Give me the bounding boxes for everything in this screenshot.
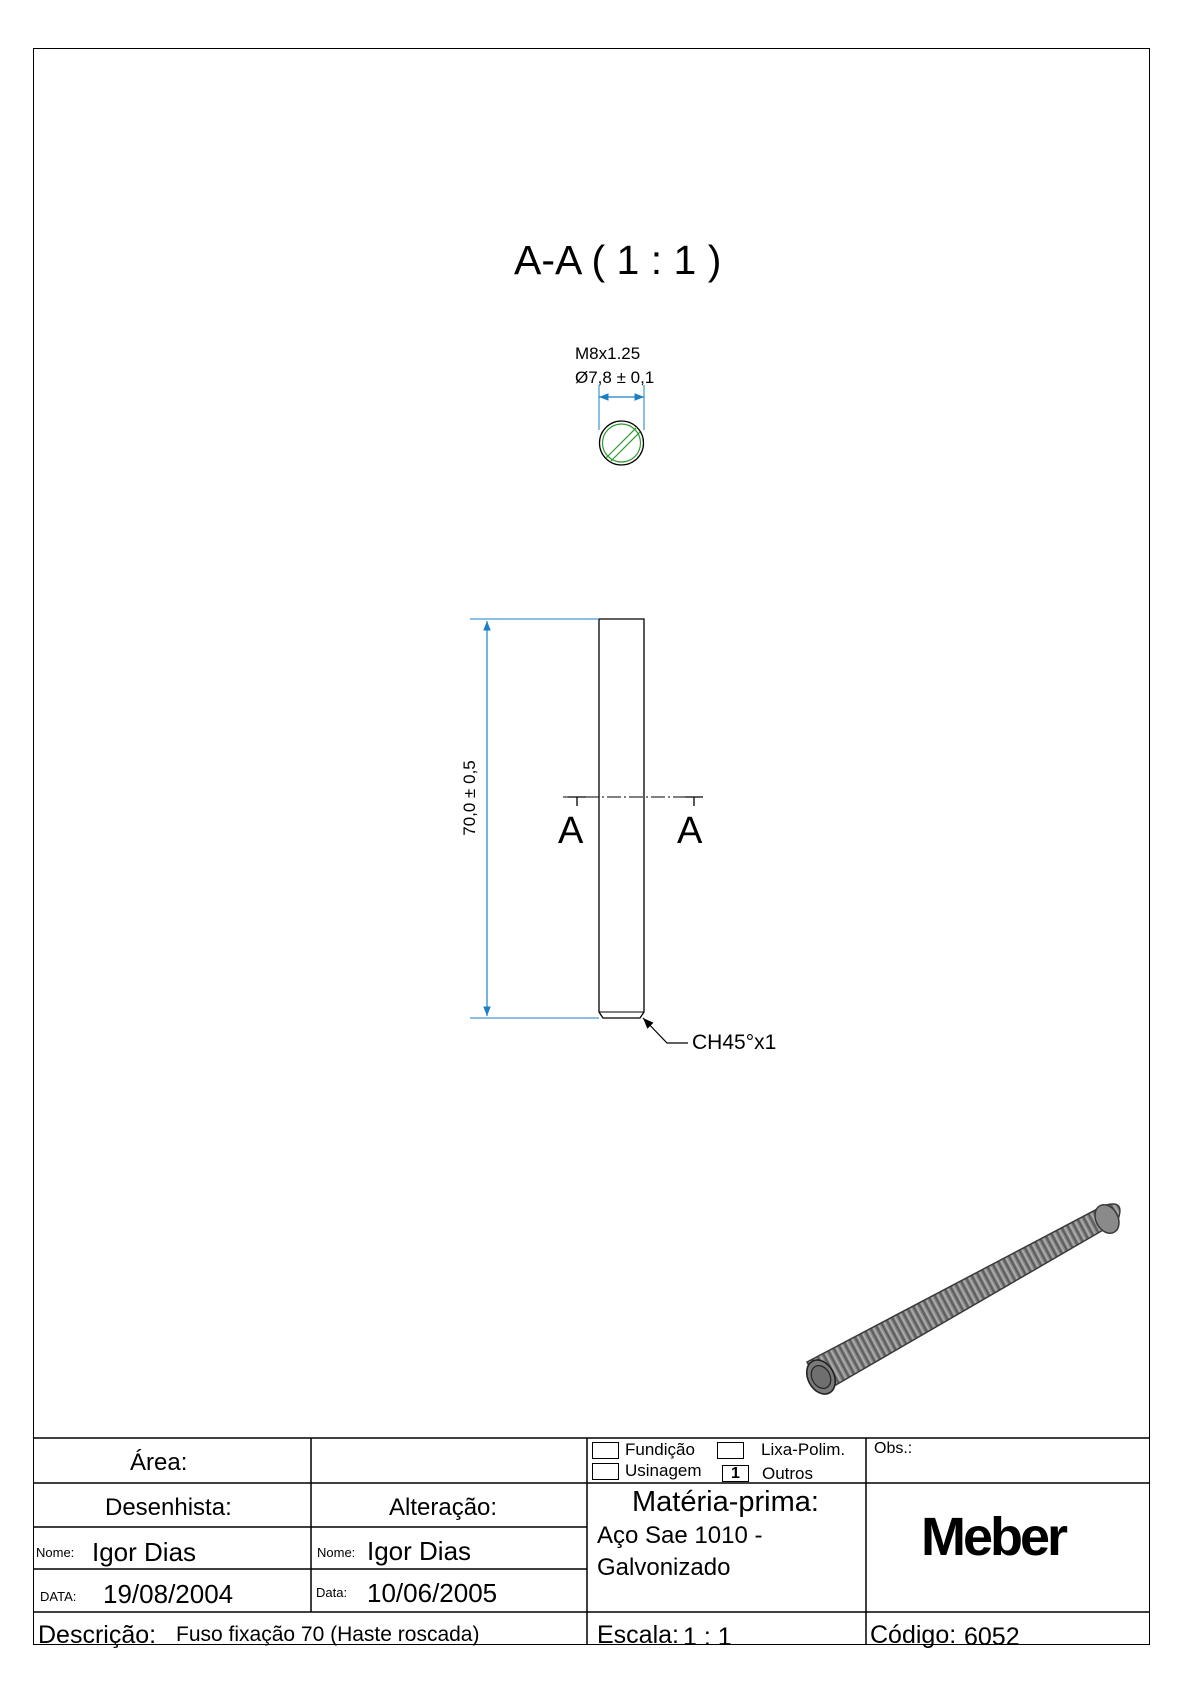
nome-label-revision: Nome: bbox=[317, 1545, 356, 1560]
usinagem-checkbox[interactable] bbox=[592, 1463, 619, 1480]
materia-prima-line2: Galvonizado bbox=[597, 1554, 731, 1581]
designer-date: 19/08/2004 bbox=[103, 1579, 234, 1609]
materia-prima-line1: Aço Sae 1010 - bbox=[597, 1522, 763, 1549]
obs-label: Obs.: bbox=[874, 1440, 913, 1457]
isometric-rod-image bbox=[801, 1201, 1124, 1399]
escala-value: 1 : 1 bbox=[683, 1623, 732, 1651]
lixa-checkbox[interactable] bbox=[717, 1442, 744, 1459]
nome-label-designer: Nome: bbox=[36, 1545, 75, 1560]
chamfer-callout: CH45°x1 bbox=[692, 1031, 777, 1054]
descricao-label: Descrição: bbox=[38, 1621, 157, 1649]
data-label-designer: DATA: bbox=[40, 1589, 77, 1604]
fundicao-checkbox[interactable] bbox=[592, 1442, 619, 1459]
chamfer-leader bbox=[643, 1018, 688, 1043]
codigo-value: 6052 bbox=[964, 1623, 1020, 1651]
hatch-line bbox=[606, 427, 637, 458]
data-label-revision: Data: bbox=[316, 1585, 348, 1600]
escala-label: Escala: bbox=[597, 1621, 679, 1649]
thread-spec: M8x1.25 bbox=[575, 344, 641, 363]
main-view bbox=[470, 619, 703, 1043]
usinagem-label: Usinagem bbox=[625, 1461, 702, 1480]
outros-checkbox[interactable]: 1 bbox=[722, 1465, 749, 1482]
diameter-tolerance: Ø7,8 ± 0,1 bbox=[575, 368, 655, 387]
alteracao-label: Alteração: bbox=[389, 1494, 498, 1521]
materia-prima-label: Matéria-prima: bbox=[632, 1486, 819, 1518]
meber-logo: Meber bbox=[921, 1507, 1066, 1567]
desenhista-label: Desenhista: bbox=[105, 1494, 232, 1521]
length-dimension-text: 70,0 ± 0,5 bbox=[460, 760, 479, 836]
revision-name: Igor Dias bbox=[367, 1536, 472, 1566]
rod-outline bbox=[599, 619, 644, 1018]
designer-name: Igor Dias bbox=[92, 1537, 197, 1567]
outros-label: Outros bbox=[762, 1464, 814, 1483]
fundicao-label: Fundição bbox=[625, 1440, 695, 1459]
cut-label-right: A bbox=[677, 810, 703, 852]
section-view bbox=[599, 385, 644, 465]
cut-label-left: A bbox=[558, 810, 584, 852]
revision-date: 10/06/2005 bbox=[367, 1578, 498, 1608]
area-label: Área: bbox=[130, 1449, 188, 1476]
lixa-label: Lixa-Polim. bbox=[761, 1440, 846, 1459]
hatch-line bbox=[611, 432, 640, 461]
section-title: A-A ( 1 : 1 ) bbox=[514, 237, 722, 283]
codigo-label: Código: bbox=[870, 1621, 957, 1649]
descricao-value: Fuso fixação 70 (Haste roscada) bbox=[176, 1623, 480, 1646]
